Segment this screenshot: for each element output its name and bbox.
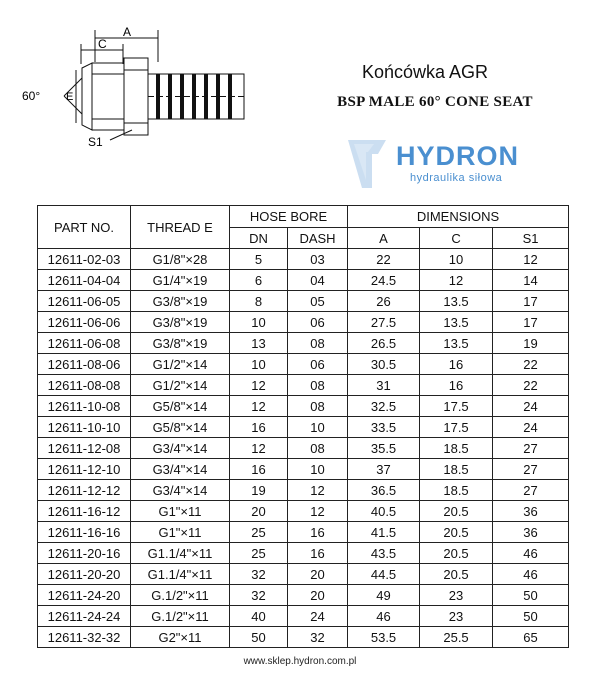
header-a: A <box>348 228 420 249</box>
cell-s1: 12 <box>493 249 569 270</box>
cell-c: 23 <box>420 585 493 606</box>
cell-dn: 16 <box>230 417 288 438</box>
cell-thread: G.1/2"×11 <box>131 585 230 606</box>
cell-thread: G3/8"×19 <box>131 333 230 354</box>
cell-part-no: 12611-16-16 <box>38 522 131 543</box>
table-row <box>38 375 569 396</box>
cell-part-no: 12611-12-12 <box>38 480 131 501</box>
header-dimensions: DIMENSIONS <box>348 206 569 228</box>
label-c: C <box>98 37 107 51</box>
table-row <box>38 354 569 375</box>
header-dash: DASH <box>288 228 348 249</box>
cell-dash: 08 <box>288 438 348 459</box>
cell-a: 26 <box>348 291 420 312</box>
table-row <box>38 312 569 333</box>
cell-part-no: 12611-06-05 <box>38 291 131 312</box>
cell-s1: 14 <box>493 270 569 291</box>
cell-c: 17.5 <box>420 396 493 417</box>
cell-dn: 50 <box>230 627 288 648</box>
cell-dash: 03 <box>288 249 348 270</box>
page-subtitle: BSP MALE 60° CONE SEAT <box>337 94 533 110</box>
header-c: C <box>420 228 493 249</box>
cell-dash: 12 <box>288 480 348 501</box>
cell-s1: 17 <box>493 291 569 312</box>
cell-c: 23 <box>420 606 493 627</box>
cell-s1: 36 <box>493 522 569 543</box>
cell-thread: G.1/2"×11 <box>131 606 230 627</box>
cell-s1: 46 <box>493 543 569 564</box>
cell-dash: 08 <box>288 396 348 417</box>
cell-a: 26.5 <box>348 333 420 354</box>
cell-c: 12 <box>420 270 493 291</box>
cell-dash: 24 <box>288 606 348 627</box>
table-row <box>38 543 569 564</box>
cell-dn: 40 <box>230 606 288 627</box>
cell-dn: 10 <box>230 354 288 375</box>
cell-c: 13.5 <box>420 312 493 333</box>
cell-a: 35.5 <box>348 438 420 459</box>
cell-thread: G1.1/4"×11 <box>131 564 230 585</box>
table-row <box>38 249 569 270</box>
footer-url: www.sklep.hydron.com.pl <box>243 656 357 667</box>
cell-a: 22 <box>348 249 420 270</box>
cell-c: 17.5 <box>420 417 493 438</box>
cell-thread: G1"×11 <box>131 501 230 522</box>
cell-thread: G3/4"×14 <box>131 438 230 459</box>
cell-a: 37 <box>348 459 420 480</box>
cell-s1: 27 <box>493 438 569 459</box>
cell-s1: 24 <box>493 396 569 417</box>
cell-c: 20.5 <box>420 522 493 543</box>
cell-c: 18.5 <box>420 438 493 459</box>
cell-s1: 36 <box>493 501 569 522</box>
label-angle: 60° <box>22 89 41 103</box>
cell-a: 30.5 <box>348 354 420 375</box>
table-row <box>38 522 569 543</box>
cell-dn: 32 <box>230 585 288 606</box>
cell-part-no: 12611-10-10 <box>38 417 131 438</box>
cell-dn: 6 <box>230 270 288 291</box>
cell-dash: 20 <box>288 564 348 585</box>
cell-s1: 27 <box>493 459 569 480</box>
cell-dash: 12 <box>288 501 348 522</box>
cell-a: 27.5 <box>348 312 420 333</box>
header-part-no: PART NO. <box>38 206 131 249</box>
cell-dn: 10 <box>230 312 288 333</box>
cell-thread: G1/8"×28 <box>131 249 230 270</box>
cell-thread: G2"×11 <box>131 627 230 648</box>
table-row <box>38 501 569 522</box>
cell-dash: 08 <box>288 333 348 354</box>
cell-dn: 16 <box>230 459 288 480</box>
cell-thread: G3/8"×19 <box>131 312 230 333</box>
cell-part-no: 12611-24-24 <box>38 606 131 627</box>
cell-dn: 20 <box>230 501 288 522</box>
cell-dn: 12 <box>230 438 288 459</box>
table-row <box>38 417 569 438</box>
label-a: A <box>123 25 132 39</box>
table-row <box>38 438 569 459</box>
cell-dash: 10 <box>288 459 348 480</box>
cell-c: 18.5 <box>420 459 493 480</box>
cell-thread: G1/4"×19 <box>131 270 230 291</box>
cell-a: 46 <box>348 606 420 627</box>
cell-dash: 08 <box>288 375 348 396</box>
header-thread: THREAD E <box>131 206 230 249</box>
cell-dash: 04 <box>288 270 348 291</box>
cell-part-no: 12611-24-20 <box>38 585 131 606</box>
cell-dn: 8 <box>230 291 288 312</box>
cell-c: 16 <box>420 375 493 396</box>
cell-thread: G1/2"×14 <box>131 375 230 396</box>
cell-dn: 5 <box>230 249 288 270</box>
table-row <box>38 480 569 501</box>
table-row <box>38 564 569 585</box>
cell-s1: 22 <box>493 354 569 375</box>
cell-part-no: 12611-16-12 <box>38 501 131 522</box>
label-e: E <box>66 91 74 103</box>
cell-c: 18.5 <box>420 480 493 501</box>
cell-part-no: 12611-08-08 <box>38 375 131 396</box>
cell-s1: 50 <box>493 606 569 627</box>
cell-dash: 06 <box>288 312 348 333</box>
cell-thread: G3/4"×14 <box>131 480 230 501</box>
cell-dash: 10 <box>288 417 348 438</box>
table-row <box>38 459 569 480</box>
cell-c: 16 <box>420 354 493 375</box>
cell-s1: 17 <box>493 312 569 333</box>
cell-dn: 12 <box>230 375 288 396</box>
cell-thread: G3/8"×19 <box>131 291 230 312</box>
cell-s1: 46 <box>493 564 569 585</box>
logo-tagline: hydraulika siłowa <box>410 172 503 184</box>
cell-part-no: 12611-20-16 <box>38 543 131 564</box>
cell-dash: 16 <box>288 522 348 543</box>
header-dn: DN <box>230 228 288 249</box>
cell-a: 33.5 <box>348 417 420 438</box>
cell-s1: 50 <box>493 585 569 606</box>
cell-part-no: 12611-32-32 <box>38 627 131 648</box>
fitting-drawing <box>20 18 280 178</box>
cell-thread: G5/8"×14 <box>131 396 230 417</box>
cell-a: 43.5 <box>348 543 420 564</box>
cell-s1: 27 <box>493 480 569 501</box>
cell-c: 20.5 <box>420 543 493 564</box>
table-row <box>38 627 569 648</box>
cell-a: 36.5 <box>348 480 420 501</box>
cell-dash: 32 <box>288 627 348 648</box>
cell-a: 24.5 <box>348 270 420 291</box>
cell-dn: 32 <box>230 564 288 585</box>
cell-c: 20.5 <box>420 501 493 522</box>
cell-a: 31 <box>348 375 420 396</box>
cell-dn: 19 <box>230 480 288 501</box>
table-row <box>38 270 569 291</box>
cell-part-no: 12611-08-06 <box>38 354 131 375</box>
cell-thread: G3/4"×14 <box>131 459 230 480</box>
logo-word: HYDRON <box>396 141 520 171</box>
cell-a: 44.5 <box>348 564 420 585</box>
table-row <box>38 585 569 606</box>
cell-part-no: 12611-12-08 <box>38 438 131 459</box>
cell-part-no: 12611-04-04 <box>38 270 131 291</box>
cell-a: 40.5 <box>348 501 420 522</box>
cell-part-no: 12611-06-08 <box>38 333 131 354</box>
cell-s1: 65 <box>493 627 569 648</box>
cell-thread: G1.1/4"×11 <box>131 543 230 564</box>
cell-a: 32.5 <box>348 396 420 417</box>
cell-s1: 22 <box>493 375 569 396</box>
page-title: Końcówka AGR <box>361 62 489 82</box>
table-row <box>38 333 569 354</box>
cell-c: 10 <box>420 249 493 270</box>
cell-part-no: 12611-02-03 <box>38 249 131 270</box>
spec-table <box>37 205 569 648</box>
cell-c: 13.5 <box>420 333 493 354</box>
cell-a: 41.5 <box>348 522 420 543</box>
cell-dn: 25 <box>230 522 288 543</box>
cell-c: 13.5 <box>420 291 493 312</box>
cell-dash: 20 <box>288 585 348 606</box>
cell-part-no: 12611-06-06 <box>38 312 131 333</box>
cell-s1: 19 <box>493 333 569 354</box>
cell-dn: 25 <box>230 543 288 564</box>
cell-dash: 16 <box>288 543 348 564</box>
label-s1: S1 <box>88 135 103 149</box>
cell-thread: G5/8"×14 <box>131 417 230 438</box>
cell-s1: 24 <box>493 417 569 438</box>
cell-part-no: 12611-12-10 <box>38 459 131 480</box>
cell-thread: G1/2"×14 <box>131 354 230 375</box>
cell-dn: 12 <box>230 396 288 417</box>
cell-dash: 06 <box>288 354 348 375</box>
cell-dash: 05 <box>288 291 348 312</box>
header-hose-bore: HOSE BORE <box>230 206 348 228</box>
cell-c: 20.5 <box>420 564 493 585</box>
header-s1: S1 <box>493 228 569 249</box>
table-row <box>38 291 569 312</box>
cell-dn: 13 <box>230 333 288 354</box>
cell-thread: G1"×11 <box>131 522 230 543</box>
cell-c: 25.5 <box>420 627 493 648</box>
cell-a: 49 <box>348 585 420 606</box>
cell-part-no: 12611-20-20 <box>38 564 131 585</box>
cell-a: 53.5 <box>348 627 420 648</box>
table-row <box>38 396 569 417</box>
table-row <box>38 606 569 627</box>
cell-part-no: 12611-10-08 <box>38 396 131 417</box>
